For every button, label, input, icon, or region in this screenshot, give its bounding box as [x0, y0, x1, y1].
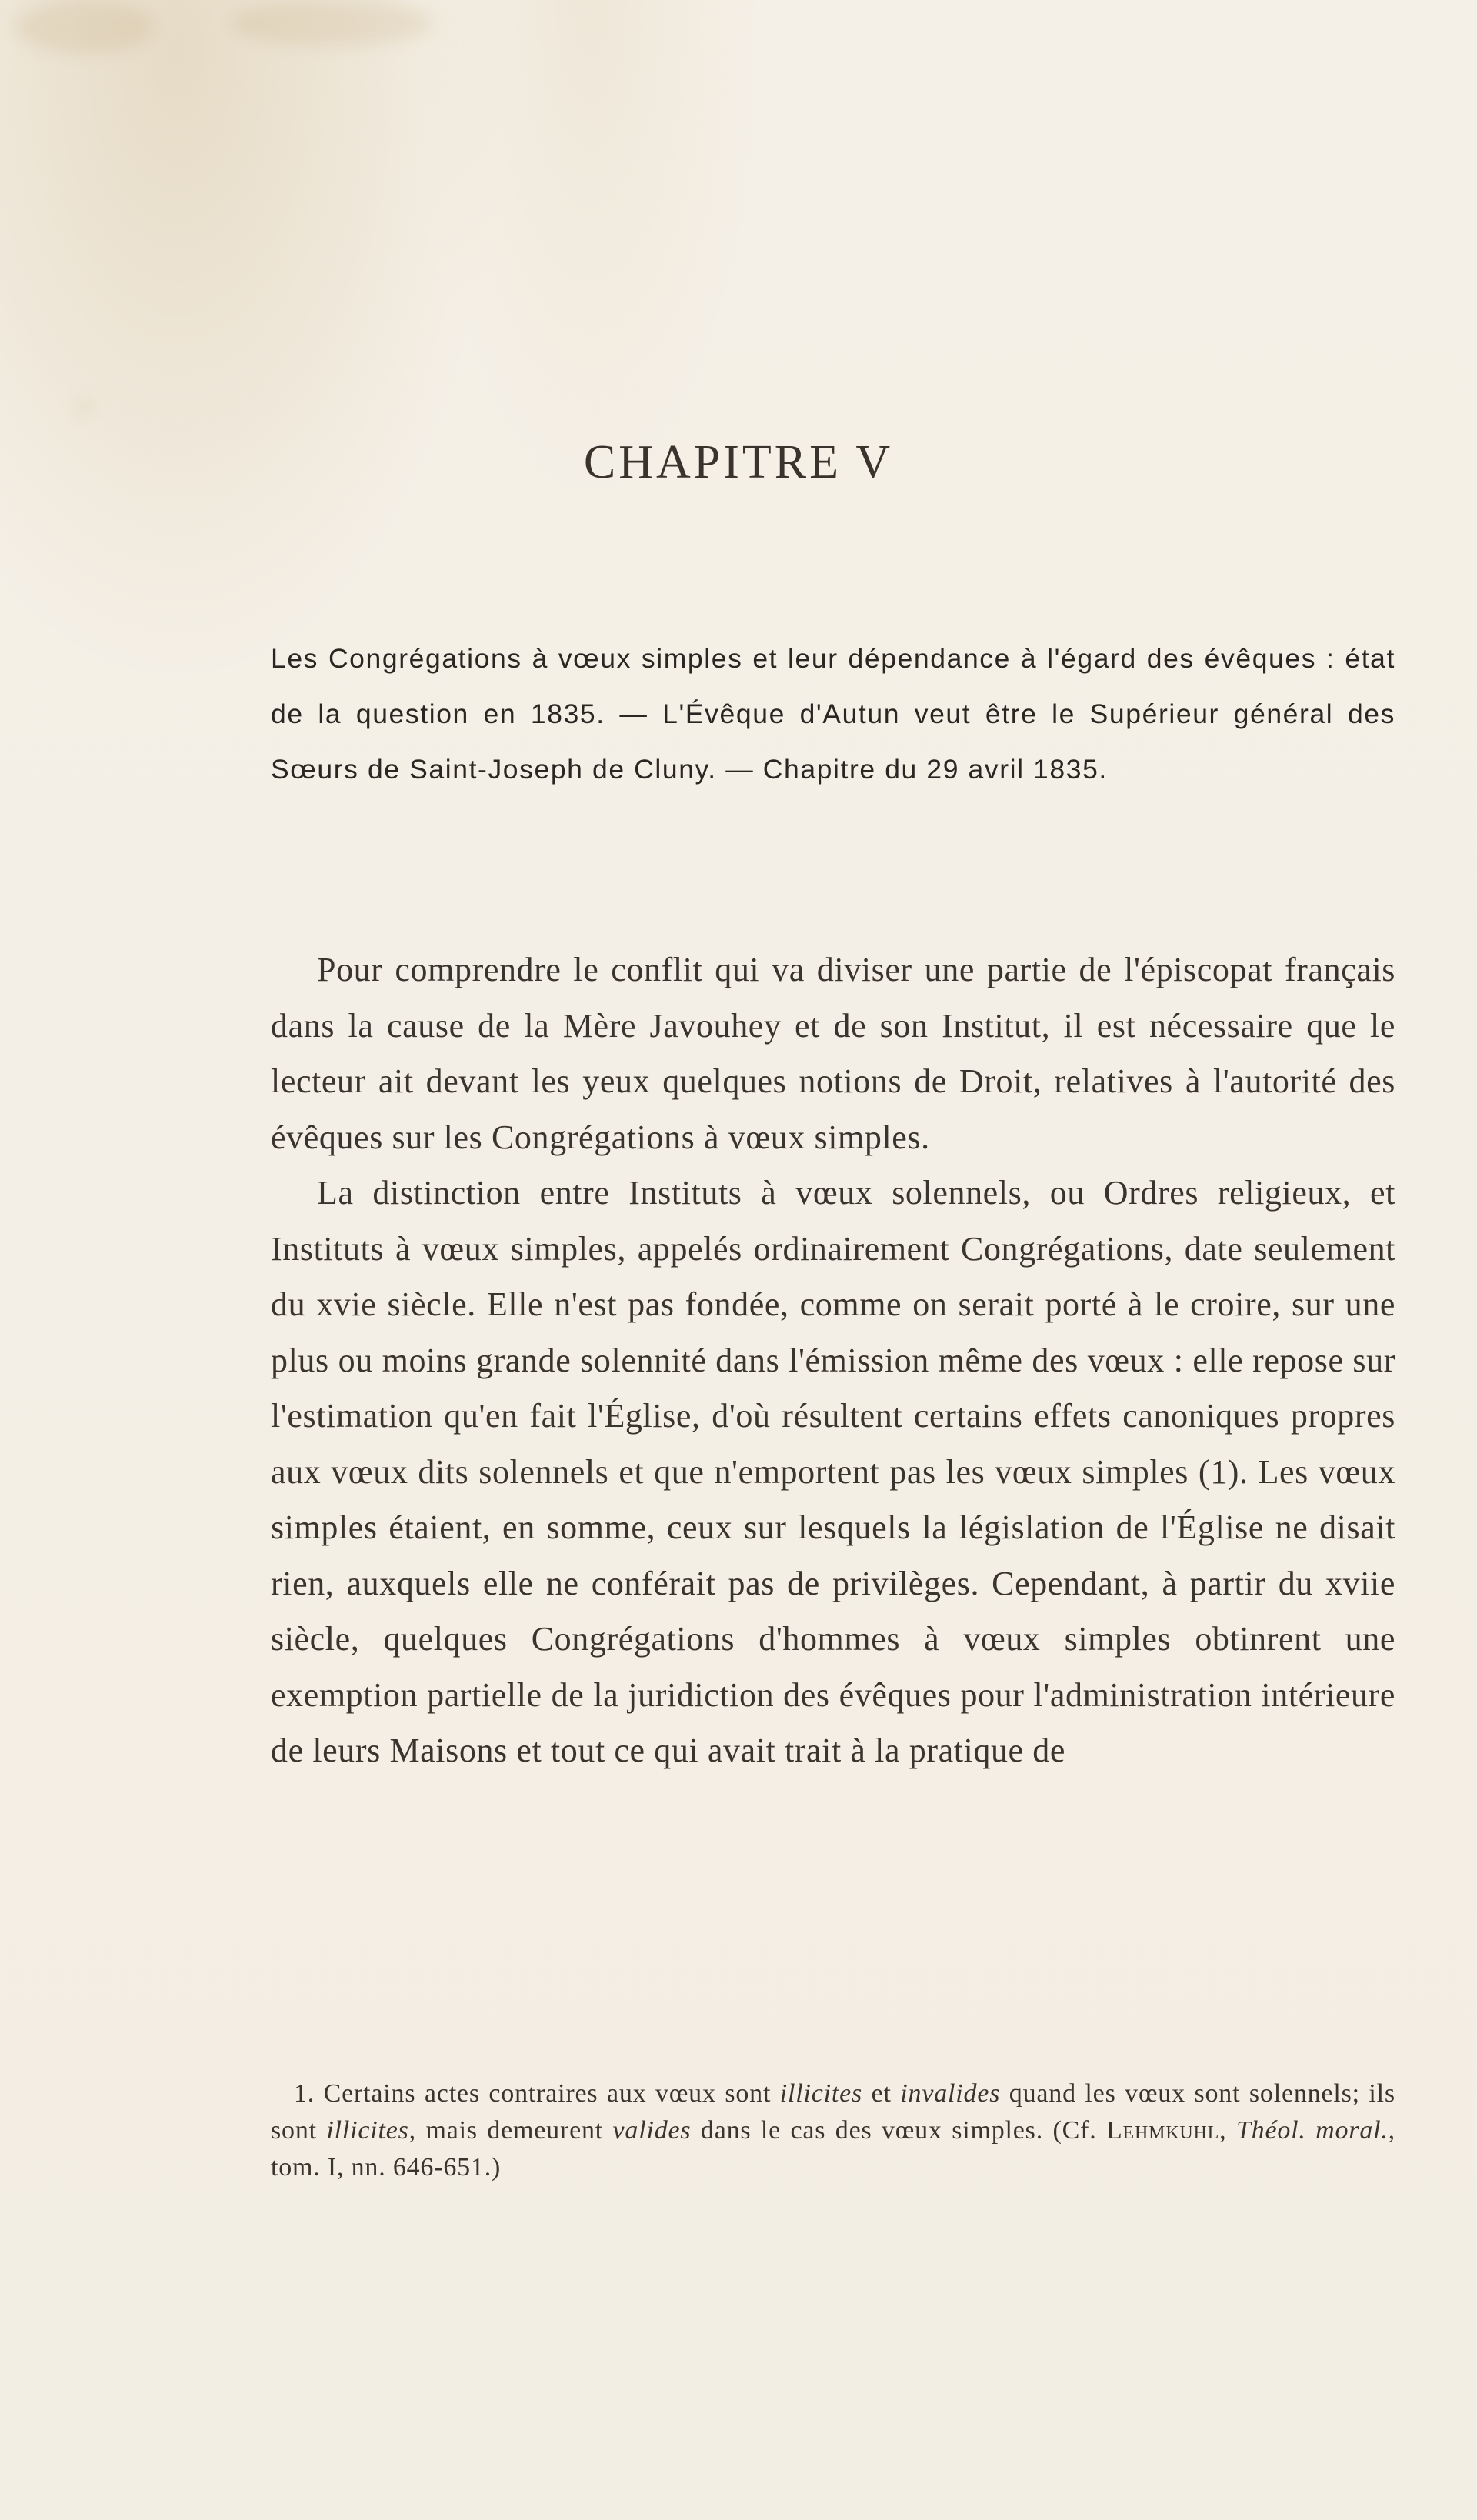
footnote-italic: illicites, [326, 2116, 416, 2145]
footnote-work-title: Théol. moral., [1235, 2116, 1395, 2145]
footnote-text: tom. I, nn. 646-651.) [271, 2153, 502, 2182]
footnote-number: 1. [294, 2079, 315, 2108]
paragraph-1: Pour comprendre le conflit qui va diviser une partie de l'épiscopat français dans la cause de la Mère Javouhey et de son Institut, il est nécessaire que le lecteur ait devant les yeux quelques notions de Droit, relatives à l'autorité des évêques sur les Congrégations à vœux simples. [271, 951, 1395, 1156]
chapter-title: CHAPITRE V [583, 436, 894, 488]
footnote-author: Lehmkuhl, [1105, 2116, 1227, 2145]
footnote-text: mais demeurent [425, 2116, 604, 2145]
paper-stain [77, 400, 92, 415]
paper-stain [231, 0, 431, 46]
main-text [271, 942, 1395, 1779]
footnote-text: Certains actes contraires aux vœux sont [323, 2079, 772, 2108]
footnote-text: et [871, 2079, 892, 2108]
footnote-text: quand les vœux sont solennels; ils sont [271, 2079, 1395, 2145]
footnote-italic: valides [612, 2116, 692, 2145]
chapter-summary: Les Congrégations à vœux simples et leur dépendance à l'égard des évêques : état de la question en 1835. — L'Évêque d'Autun veut être le Supérieur général des Sœurs de Saint-Joseph de Cluny. — Chapitre du 29 avril 1835. [271, 643, 1395, 785]
paper-stain [15, 0, 154, 54]
footnote-italic: illicites [779, 2079, 863, 2108]
footnote [271, 2075, 1395, 2186]
paragraph-2: La distinction entre Instituts à vœux solennels, ou Ordres religieux, et Instituts à vœux simples, appelés ordinairement Congrégations, date seulement du xvie siècle. Elle n'est pas fondée, comme on serait porté à le croire, sur une plus ou moins grande solennité dans l'émission même des vœux : elle repose sur l'estimation qu'en fait l'Église, d'où résultent certains effets canoniques propres aux vœux dits solennels et que n'emportent pas les vœux simples (1). Les vœux simples étaient, en somme, ceux sur lesquels la législation de l'Église ne disait rien, auxquels elle ne conférait pas de privilèges. Cependant, à partir du xviie siècle, quelques Congrégations d'hommes à vœux simples obtinrent une exemption partielle de la juridiction des évêques pour l'administration intérieure de leurs Maisons et tout ce qui avait trait à la pratique de [271, 1174, 1395, 1769]
footnote-italic: invalides [900, 2079, 1001, 2108]
footnote-text: dans le cas des vœux simples. (Cf. [700, 2116, 1097, 2145]
